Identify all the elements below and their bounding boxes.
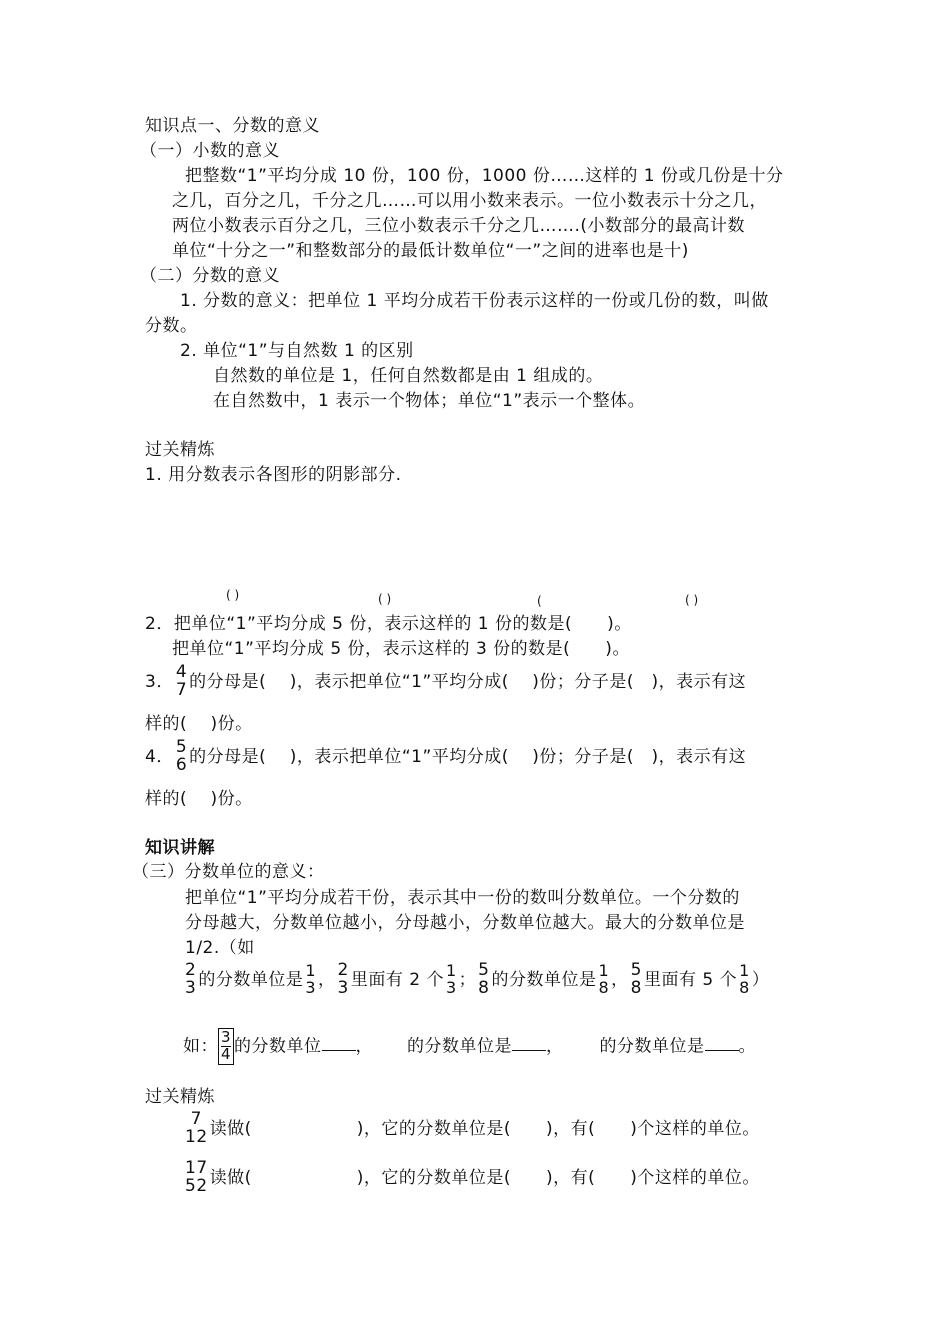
numerator: 1 xyxy=(739,961,750,981)
question-lead: 如： xyxy=(183,1036,218,1057)
question-2: 2．把单位“1”平均分成 5 份，表示这样的 1 份的数是( )。 xyxy=(145,614,632,634)
subsection-fraction: （二）分数的意义 xyxy=(140,266,280,286)
fraction xyxy=(446,963,457,997)
question-number: 3． xyxy=(145,671,174,692)
paragraph-line: 两位小数表示百分之几，三位小数表示千分之几…….(小数部分的最高计数 xyxy=(172,216,746,236)
denominator: 3 xyxy=(337,977,349,998)
numerator: 5 xyxy=(478,960,490,980)
separator: 。 xyxy=(738,1036,757,1057)
answer-paren: ( ) xyxy=(378,592,392,606)
numerator: 2 xyxy=(337,960,349,980)
question-3 xyxy=(145,664,746,700)
fraction xyxy=(338,962,349,998)
example-text: ） xyxy=(751,969,770,990)
paragraph-line: 单位“十分之一”和整数部分的最低计数单位“一”之间的进率也是十) xyxy=(172,241,689,261)
question-text: 读做( )，它的分数单位是( )，有( )个这样的单位。 xyxy=(209,1167,760,1188)
example-text: 里面有 2 个 xyxy=(350,969,444,990)
fraction xyxy=(478,962,489,998)
answer-blank[interactable] xyxy=(705,1036,739,1051)
numerator: 1 xyxy=(305,961,317,981)
fraction xyxy=(185,1111,208,1147)
answer-paren: ( ) xyxy=(226,588,240,602)
answer-paren: ( ) xyxy=(685,593,699,607)
paragraph-line: 把整数“1”平均分成 10 份，100 份，1000 份……这样的 1 份或几份是十分 xyxy=(185,166,784,186)
separator: ， xyxy=(611,969,629,990)
question-text: 的分数单位是 xyxy=(407,1036,513,1057)
fraction xyxy=(185,962,196,998)
paragraph-line: 分数。 xyxy=(145,316,198,336)
exercise-title: 过关精炼 xyxy=(145,440,215,460)
denominator: 8 xyxy=(739,977,750,997)
denominator: 7 xyxy=(175,679,188,700)
question-text: 的分数单位是 xyxy=(599,1036,705,1057)
denominator: 52 xyxy=(185,1175,208,1196)
separator: ， xyxy=(318,969,336,990)
paragraph-line: 2. 单位“1”与自然数 1 的区别 xyxy=(180,341,414,361)
paragraph-line: 在自然数中，1 表示一个物体；单位“1”表示一个整体。 xyxy=(213,391,646,411)
question-text: 的分数单位 xyxy=(234,1036,322,1057)
separator: ； xyxy=(458,969,477,990)
paragraph-line: 之几，百分之几，千分之几……可以用小数来表示。一位小数表示十分之几， xyxy=(172,191,767,211)
denominator: 12 xyxy=(185,1126,208,1147)
answer-blank[interactable] xyxy=(322,1036,356,1051)
denominator: 8 xyxy=(598,977,610,997)
denominator: 8 xyxy=(630,977,642,998)
question-4 xyxy=(145,739,746,775)
denominator: 3 xyxy=(185,977,197,998)
denominator: 3 xyxy=(305,977,317,997)
denominator: 8 xyxy=(478,977,490,998)
separator: ， xyxy=(355,1036,374,1057)
fraction xyxy=(598,963,609,997)
exercise-title-2: 过关精炼 xyxy=(145,1087,215,1107)
fraction xyxy=(739,963,750,997)
fraction xyxy=(185,1160,208,1196)
fraction xyxy=(305,963,316,997)
section-title: 知识点一、分数的意义 xyxy=(145,116,320,136)
fraction xyxy=(176,739,187,775)
fraction xyxy=(631,962,642,998)
paragraph-line: 分母越大，分数单位越小，分母越小，分数单位越大。最大的分数单位是 xyxy=(185,913,745,933)
fraction xyxy=(176,664,187,700)
question-text: 的分母是( )，表示把单位“1”平均分成( )份；分子是( )，表示有这 xyxy=(189,746,747,767)
question-3-cont: 样的( )份。 xyxy=(145,714,253,734)
question-text: 读做( )，它的分数单位是( )，有( )个这样的单位。 xyxy=(209,1118,760,1139)
denominator: 3 xyxy=(445,977,457,997)
denominator: 4 xyxy=(221,1044,232,1063)
example-text: 的分数单位是 xyxy=(491,969,597,990)
answer-paren: ( xyxy=(537,594,542,608)
question-text: 的分母是( )，表示把单位“1”平均分成( )份；分子是( )，表示有这 xyxy=(189,671,747,692)
question-1: 1. 用分数表示各图形的阴影部分. xyxy=(145,465,402,485)
boxed-fraction-image xyxy=(218,1028,234,1065)
numerator: 7 xyxy=(190,1109,202,1129)
subsection-unit: （三）分数单位的意义： xyxy=(132,862,325,882)
question-number: 4． xyxy=(145,746,174,767)
reading-question-2 xyxy=(183,1160,760,1196)
paragraph-line: 1. 分数的意义：把单位 1 平均分成若干份表示这样的一份或几份的数，叫做 xyxy=(180,291,769,311)
example-line xyxy=(183,962,769,998)
section-title-2: 知识讲解 xyxy=(145,838,215,858)
question-2-cont: 把单位“1”平均分成 5 份，表示这样的 3 份的数是( )。 xyxy=(172,639,630,659)
unit-question xyxy=(183,1028,756,1065)
numerator: 17 xyxy=(185,1158,208,1178)
question-4-cont: 样的( )份。 xyxy=(145,789,253,809)
answer-blank[interactable] xyxy=(512,1036,546,1051)
paragraph-line: 1/2.（如 xyxy=(185,938,255,958)
numerator: 5 xyxy=(630,960,642,980)
paragraph-line: 把单位“1”平均分成若干份，表示其中一份的数叫分数单位。一个分数的 xyxy=(185,888,740,908)
numerator: 4 xyxy=(175,662,188,682)
numerator: 5 xyxy=(175,737,188,757)
subsection-decimal: （一）小数的意义 xyxy=(140,141,280,161)
paragraph-line: 自然数的单位是 1，任何自然数都是由 1 组成的。 xyxy=(213,366,604,386)
separator: ， xyxy=(546,1036,564,1057)
numerator: 3 xyxy=(221,1028,232,1046)
numerator: 2 xyxy=(185,960,197,980)
denominator: 6 xyxy=(175,754,188,775)
reading-question-1 xyxy=(183,1111,760,1147)
example-text: 里面有 5 个 xyxy=(644,969,738,990)
example-text: 的分数单位是 xyxy=(198,969,304,990)
numerator: 1 xyxy=(598,961,610,981)
numerator: 1 xyxy=(445,961,457,981)
